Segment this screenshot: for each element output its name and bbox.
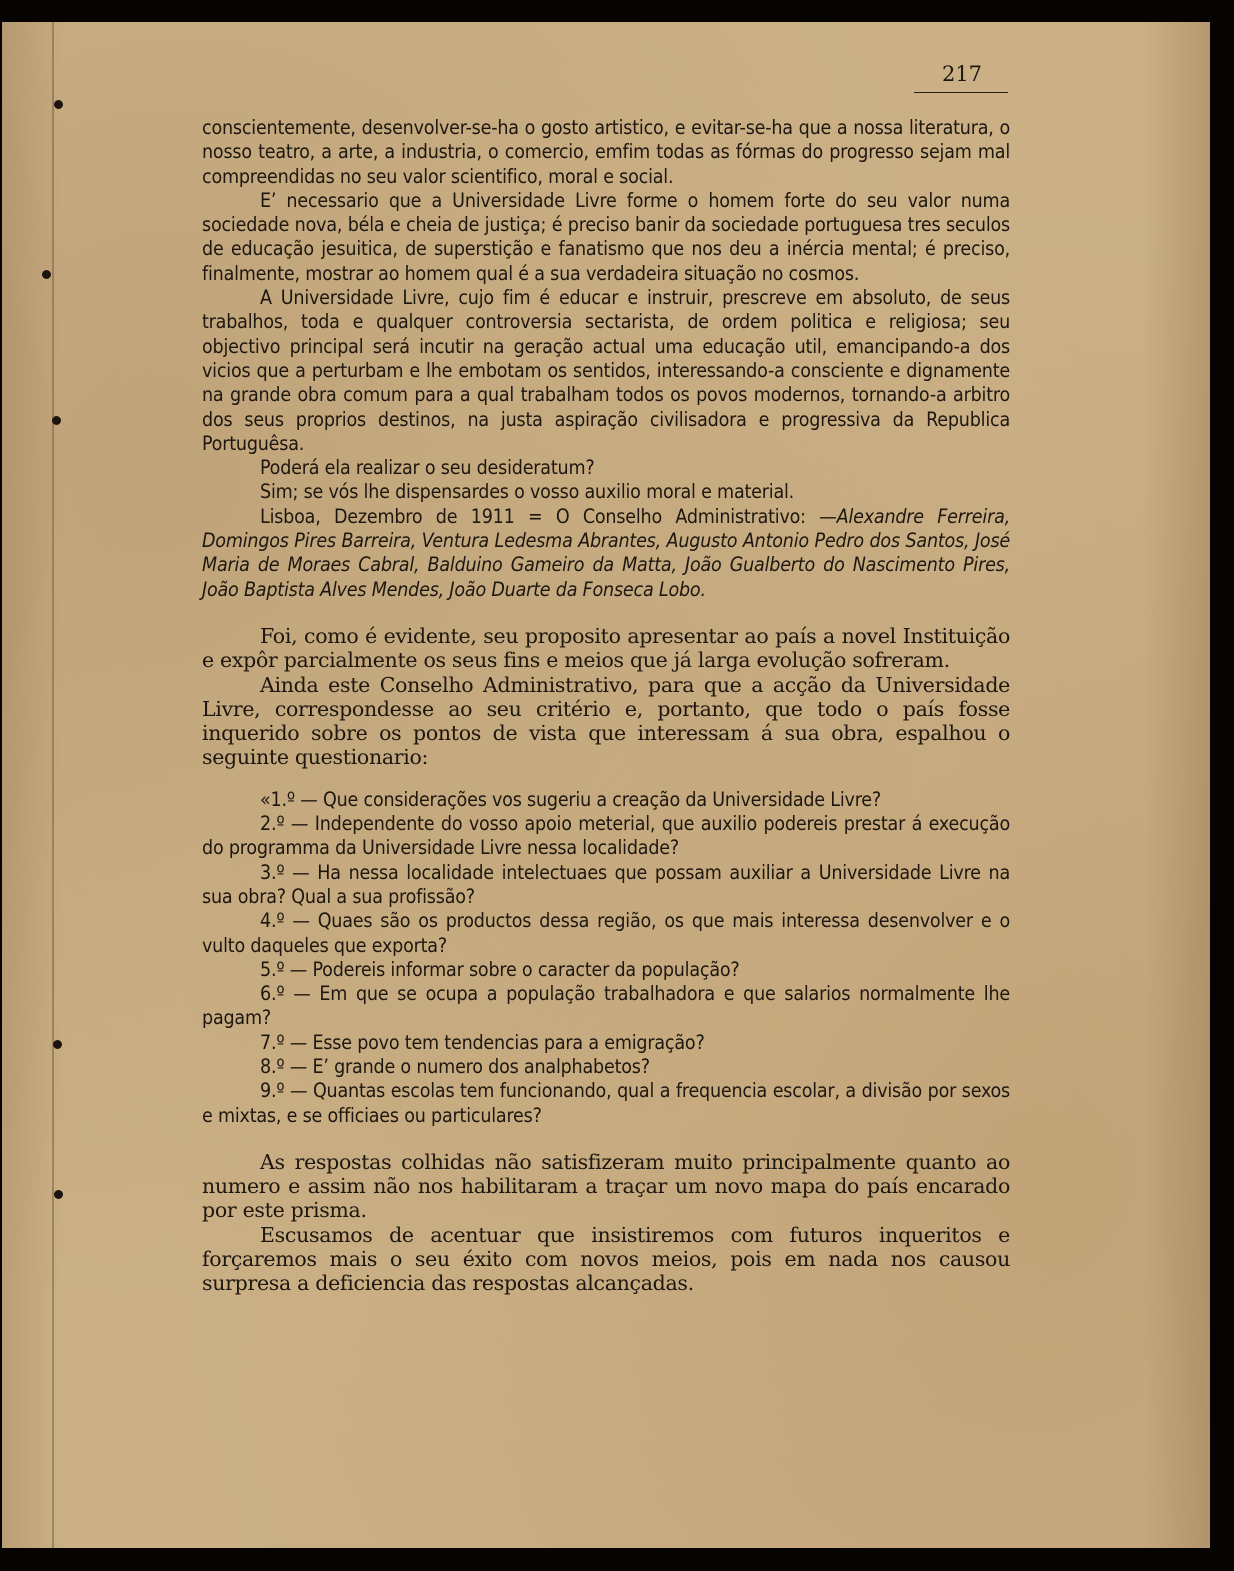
paragraph: Sim; se vós lhe dispensardes o vosso auxilio moral e material. xyxy=(260,480,795,504)
signature-lead: Lisboa, Dezembro de 1911 = O Conselho Administrativo: — xyxy=(260,504,837,528)
scanned-page xyxy=(2,22,1210,1548)
question-item: 2.º — Independente do vosso apoio meterial, que auxilio podereis prestar á execução do programma da Universidade Livre nessa localidade? xyxy=(202,812,1010,860)
page-body xyxy=(202,116,1010,1296)
binding-hole xyxy=(54,1190,63,1199)
signature-names: Alexandre Ferreira, Domingos Pires Barreira, Ventura Ledesma Abrantes, Augusto Antonio Pedro dos Santos, José Maria de Moraes Cabral, Balduino Gameiro da Matta, João Gualberto do Nascimento Pires, João Baptista Alves Mendes, João Duarte da Fonseca Lobo. xyxy=(202,504,1010,601)
question-item: 8.º — E’ grande o numero dos analphabetos? xyxy=(260,1054,650,1078)
binding-hole xyxy=(54,100,63,109)
paragraph: A Universidade Livre, cujo fim é educar e instruir, prescreve em absoluto, de seus trabalhos, toda e qualquer controversia sectarista, de ordem politica e religiosa; seu objectivo principal será incutir na geração actual uma educação util, emancipando-a dos vicios que a perturbam e lhe embotam os sentidos, interessando-a consciente e dignamente na grande obra comum para a qual trabalham todos os povos modernos, tornando-a arbitro dos seus proprios destinos, na justa aspiração civilisadora e progressiva da Republica Portuguêsa. xyxy=(202,286,1010,455)
question-item: 3.º — Ha nessa localidade intelectuaes que possam auxiliar a Universidade Livre na sua obra? Qual a sua profissão? xyxy=(202,860,1010,908)
paragraph: E’ necessario que a Universidade Livre forme o homem forte do seu valor numa sociedade nova, béla e cheia de justiça; é preciso banir da sociedade portuguesa tres seculos de educação jesuitica, de superstição e fanatismo que nos deu a inércia mental; é preciso, finalmente, mostrar ao homem qual é a sua verdadeira situação no cosmos. xyxy=(202,188,1010,285)
paragraph: As respostas colhidas não satisfizeram muito principalmente quanto ao numero e assim não nos habilitaram a traçar um novo mapa do país encarado por este prisma. xyxy=(202,1149,1010,1223)
commentary-section xyxy=(202,624,1010,770)
binding-hole xyxy=(42,270,51,279)
question-item: 4.º — Quaes são os productos dessa região, os que mais interessa desenvolver e o vulto daqueles que exporta? xyxy=(202,909,1010,957)
conclusion-section xyxy=(202,1150,1010,1296)
binding-hole xyxy=(53,1040,62,1049)
question-item: 6.º — Em que se ocupa a população trabalhadora e que salarios normalmente lhe pagam? xyxy=(202,982,1010,1030)
paragraph: Ainda este Conselho Administrativo, para que a acção da Universidade Livre, correspondesse ao seu critério e, portanto, que todo o país fosse inquerido sobre os pontos de vista que interessam á sua obra, espalhou o seguinte questionario: xyxy=(202,672,1010,770)
question-item: 9.º — Quantas escolas tem funcionando, qual a frequencia escolar, a divisão por sexos e mixtas, e se officiaes ou particulares? xyxy=(202,1079,1010,1127)
paragraph: conscientemente, desenvolver-se-ha o gosto artistico, e evitar-se-ha que a nossa literatura, o nosso teatro, a arte, a industria, o comercio, emfim todas as fórmas do progresso sejam mal compreendidas no seu valor scientifico, moral e social. xyxy=(202,116,1010,188)
binding-line xyxy=(52,22,54,1548)
signature-block xyxy=(202,505,1010,602)
header-rule xyxy=(914,92,1008,93)
question-item: «1.º — Que considerações vos sugeriu a creação da Universidade Livre? xyxy=(260,787,881,811)
question-item: 5.º — Podereis informar sobre o caracter da população? xyxy=(260,957,740,981)
page-number: 217 xyxy=(941,62,983,86)
question-item: 7.º — Esse povo tem tendencias para a emigração? xyxy=(260,1030,705,1054)
paragraph: Foi, como é evidente, seu proposito apresentar ao país a novel Instituição e expôr parcialmente os seus fins e meios que já larga evolução sofreram. xyxy=(202,623,1010,673)
paragraph: Poderá ela realizar o seu desideratum? xyxy=(260,456,595,480)
manifesto-section xyxy=(202,116,1010,602)
binding-hole xyxy=(52,416,61,425)
questionnaire xyxy=(202,788,1010,1128)
paragraph: Escusamos de acentuar que insistiremos com futuros inqueritos e forçaremos mais o seu éxito com novos meios, pois em nada nos causou surpresa a deficiencia das respostas alcançadas. xyxy=(202,1222,1010,1296)
